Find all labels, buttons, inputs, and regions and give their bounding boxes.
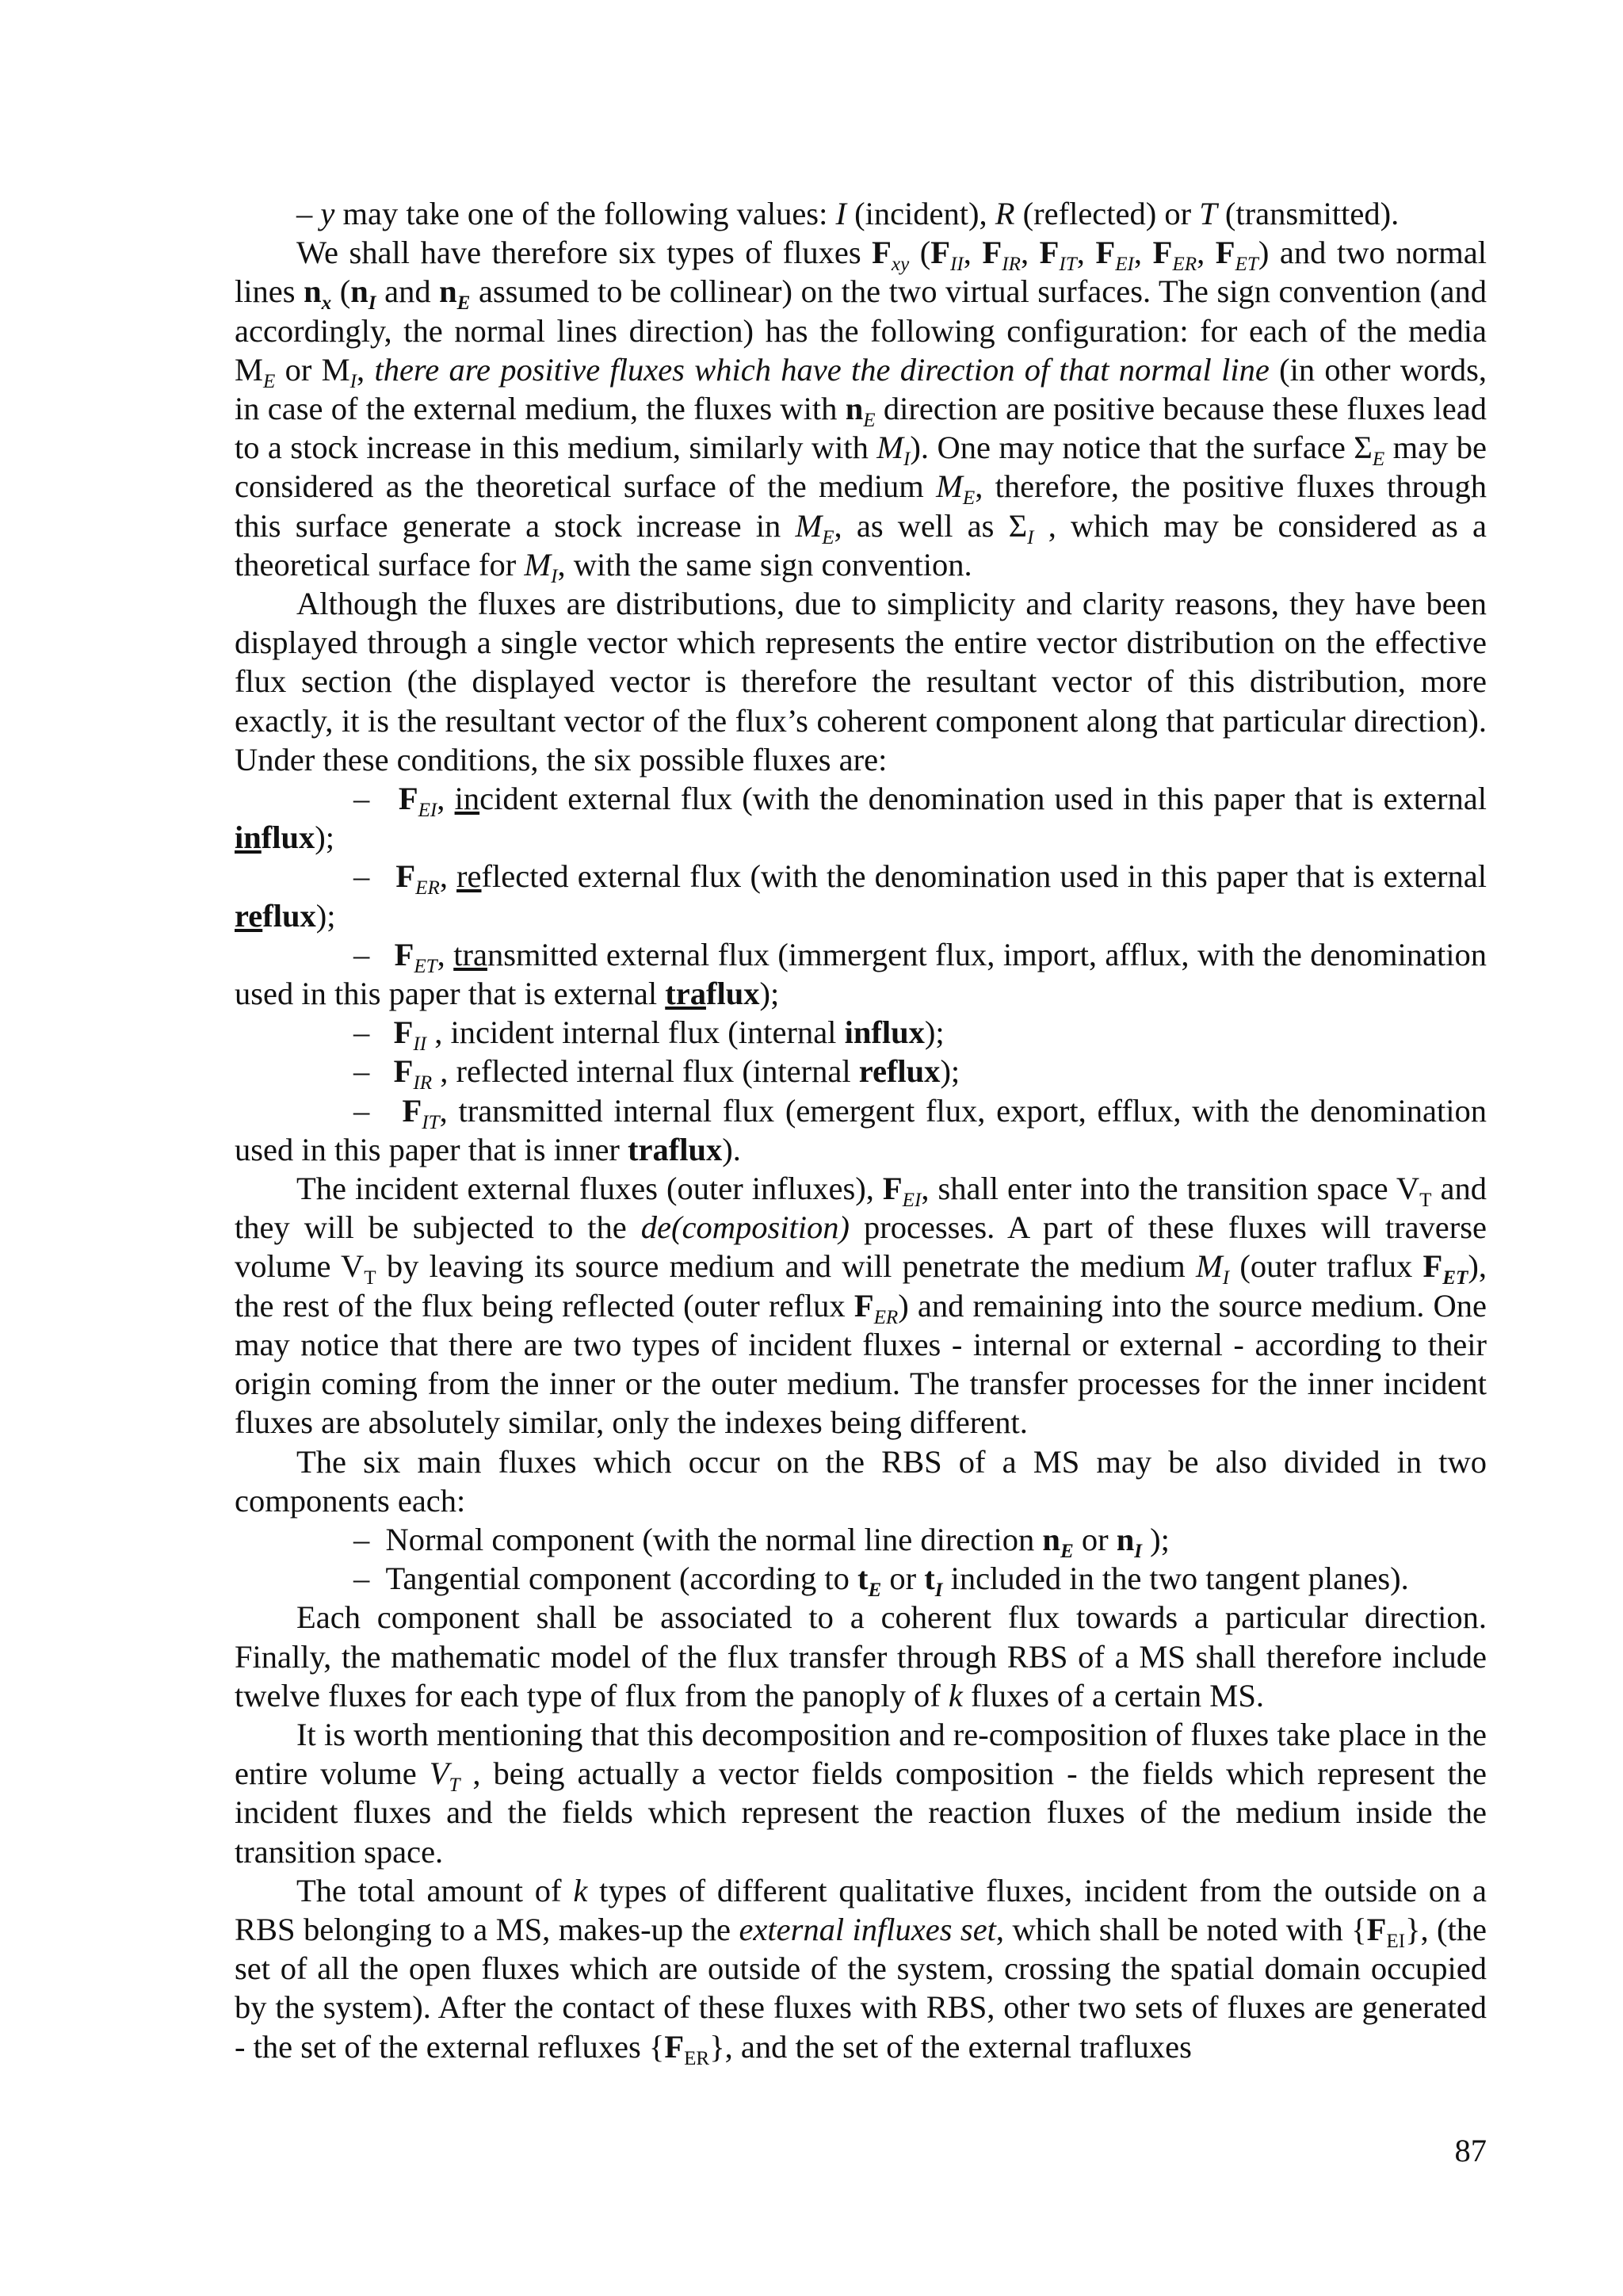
paragraph-y-values: – y may take one of the following values: I (incident), R (reflected) or T (transmitted). xyxy=(296,196,1400,231)
paragraph-decomposition: It is worth mentioning that this decomposition and re-composition of fluxes take place in the entire volume $V_T$ , being actually a vector fields composition - the fields which represent the incident fluxes and the fields which represent the reaction fluxes of the medium inside the transition space. xyxy=(235,1716,1487,1870)
list-item-fet: – $F_{ET}$, transmitted external flux (immergent flux, import, afflux, with the denomination used in this paper that is external traflux); xyxy=(235,936,1487,1012)
list-item-fii: – $F_{II}$ , incident internal flux (internal influx); xyxy=(353,1014,945,1056)
paragraph-total-amount: The total amount of k types of different qualitative fluxes, incident from the outside on a RBS belonging to a MS, makes-up the external influxes set, which shall be noted with $\{F_{EI}\}$, (the set of all the open fluxes which are outside of the system, crossing the spatial domain occupied by the system). After the contact of these fluxes with RBS, other two sets of fluxes are generated - the set of the external refluxes $\{F_{ER}\}$, and the set of the external trafluxes xyxy=(235,1872,1487,2069)
page-body xyxy=(235,194,1487,2069)
page-number: 87 xyxy=(1454,2133,1487,2168)
list-item-normal-component: – Normal component (with the normal line direction $n_E$ or $n_I$ ); xyxy=(353,1521,1170,1562)
paragraph-incident-external: The incident external fluxes (outer influxes), $F_{EI}$, shall enter into the transition space $V_T$ and they will be subjected to the de(composition) processes. A part of these fluxes will traverse volume $V_T$ by leaving its source medium and will penetrate the medium $M_I$ (outer traflux $F_{ET}$), the rest of the flux being reflected (outer reflux $F_{ER}$) and remaining into the source medium. One may notice that there are two types of incident fluxes - internal or external - according to their origin coming from the inner or the outer medium. The transfer processes for the inner incident fluxes are absolutely similar, only the indexes being different. xyxy=(235,1171,1487,1441)
paragraph-six-main-fluxes: The six main fluxes which occur on the RBS of a MS may be also divided in two components each: xyxy=(235,1443,1487,1519)
list-item-fei: – $F_{EI}$, incident external flux (with the denomination used in this paper that is external influx); xyxy=(235,781,1487,856)
list-item-fir: – $F_{IR}$ , reflected internal flux (internal reflux); xyxy=(353,1053,960,1095)
paragraph-six-fluxes: We shall have therefore six types of fluxes $F_{xy}$ ($F_{II}$, $F_{IR}$, $F_{IT}$, $F_{EI}$, $F_{ER}$, $F_{ET}$) and two normal lines $n_x$ ($n_I$ and $n_E$ assumed to be collinear) on the two virtual surfaces. The sign convention (and accordingly, the normal lines direction) has the following configuration: for each of the media $M_E$ or $M_I$, there are positive fluxes which have the direction of that normal line (in other words, in case of the external medium, the fluxes with $n_E$ direction are positive because these fluxes lead to a stock increase in this medium, similarly with $M_I$). One may notice that the surface $\Sigma_E$ may be considered as the theoretical surface of the medium $M_E$, therefore, the positive fluxes through this surface generate a stock increase in $M_E$, as well as $\Sigma_I$ , which may be considered as a theoretical surface for $M_I$, with the same sign convention. xyxy=(235,235,1487,587)
list-item-fit: – $F_{IT}$, transmitted internal flux (emergent flux, export, efflux, with the denomination used in this paper that is inner traflux). xyxy=(235,1092,1487,1167)
paragraph-distributions: Although the fluxes are distributions, due to simplicity and clarity reasons, they have been displayed through a single vector which represents the entire vector distribution on the effective flux section (the displayed vector is therefore the resultant vector of this distribution, more exactly, it is the resultant vector of the flux’s coherent component along that particular direction). Under these conditions, the six possible fluxes are: xyxy=(235,586,1487,777)
paragraph-each-component: Each component shall be associated to a coherent flux towards a particular direction. Finally, the mathematic model of the flux transfer through RBS of a MS shall therefore include twelve fluxes for each type of flux from the panoply of k fluxes of a certain MS. xyxy=(235,1599,1487,1713)
list-item-tangential-component: – Tangential component (according to $t_E$ or $t_I$ included in the two tangent planes). xyxy=(353,1561,1409,1602)
list-item-fer: – $F_{ER}$, reflected external flux (with the denomination used in this paper that is external reflux); xyxy=(235,858,1487,934)
